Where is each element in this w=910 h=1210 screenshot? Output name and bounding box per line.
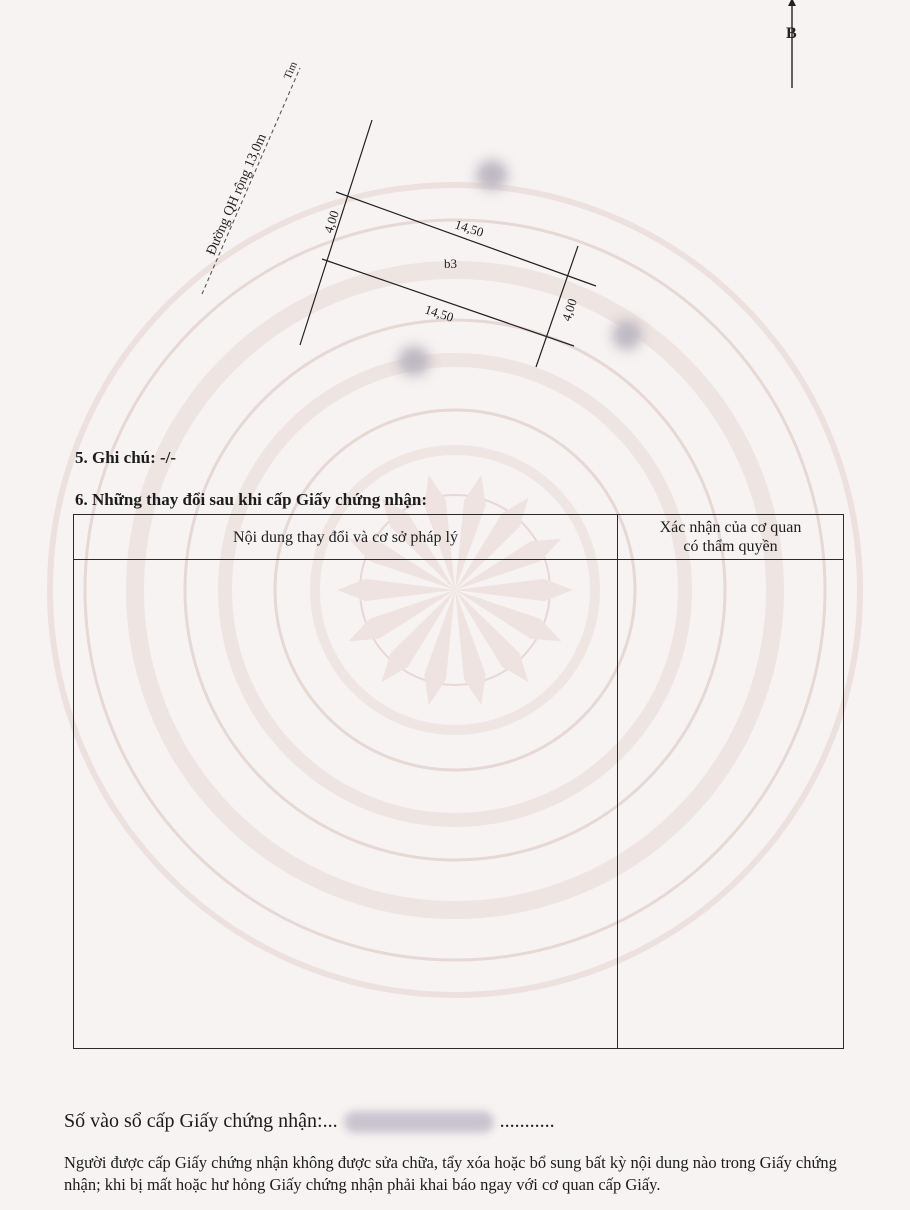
road-line xyxy=(202,68,300,294)
section-5-note: 5. Ghi chú: -/- xyxy=(75,448,177,467)
register-number-line xyxy=(64,1110,555,1133)
north-label: B xyxy=(786,25,797,42)
column-header-confirmation-line1: Xác nhận của cơ quan xyxy=(659,519,802,536)
lot-label: b3 xyxy=(444,256,457,271)
register-suffix: ........... xyxy=(499,1110,555,1132)
dim-top: 14,50 xyxy=(453,216,486,240)
register-prefix: Số vào sổ cấp Giấy chứng nhận:... xyxy=(64,1110,338,1132)
content-cell xyxy=(74,560,618,1049)
redaction-mark xyxy=(612,320,642,350)
holder-notice: Người được cấp Giấy chứng nhận không được sửa chữa, tẩy xóa hoặc bổ sung bất kỳ nội dung nào trong Giấy chứng nhận; khi bị mất hoặc hư hỏng Giấy chứng nhận phải khai báo ngay với cơ quan cấp Giấy. xyxy=(64,1153,837,1194)
column-header-confirmation xyxy=(618,515,844,560)
section-6-title: 6. Những thay đổi sau khi cấp Giấy chứng nhận: xyxy=(75,490,428,509)
redaction-mark xyxy=(398,346,430,376)
axis-label: Tim xyxy=(281,59,300,82)
confirmation-cell xyxy=(618,560,844,1049)
column-header-confirmation-line2: có thẩm quyền xyxy=(683,538,778,555)
north-arrow-icon xyxy=(788,0,796,6)
redacted-register-number xyxy=(344,1111,494,1133)
changes-table xyxy=(73,514,844,1049)
redaction-mark xyxy=(476,160,508,190)
land-plot-sketch xyxy=(0,0,910,460)
dim-bottom: 14,50 xyxy=(423,301,456,325)
road-label: Đường QH rộng 13,0m xyxy=(203,131,270,258)
column-header-content: Nội dung thay đổi và cơ sở pháp lý xyxy=(74,515,618,560)
dim-right: 4,00 xyxy=(558,296,580,323)
dim-left: 4,00 xyxy=(320,208,342,235)
